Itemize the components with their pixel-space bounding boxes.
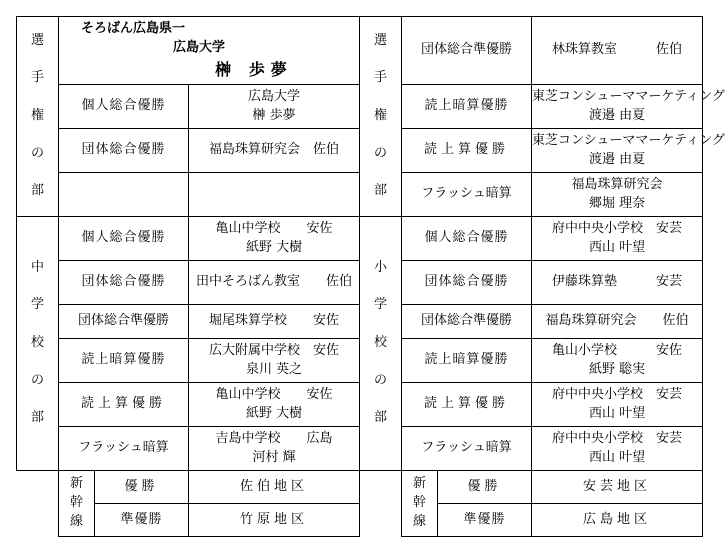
right-results-table xyxy=(359,16,725,537)
result-cell: 府中中央小学校 安芸 西山 叶望 xyxy=(532,383,703,427)
category-cell: 団体総合優勝 xyxy=(402,261,532,305)
shinkansen-label: 新 幹 線 xyxy=(59,471,95,537)
category-cell: 団体総合準優勝 xyxy=(59,305,189,339)
category-cell: フラッシュ暗算 xyxy=(59,427,189,471)
result-cell: 竹原地区 xyxy=(189,504,360,537)
senshuken-section-label: 選 手 権 の 部 xyxy=(17,17,59,217)
result-cell: 府中中央小学校 安芸 西山 叶望 xyxy=(532,427,703,471)
result-cell: 広島大学 榊 歩夢 xyxy=(189,85,360,129)
category-cell: 団体総合準優勝 xyxy=(402,17,532,85)
shogakko-section-label: 小 学 校 の 部 xyxy=(360,217,402,471)
category-cell: 団体総合優勝 xyxy=(59,261,189,305)
category-cell: 読上暗算優勝 xyxy=(59,339,189,383)
chugakko-section-label: 中 学 校 の 部 xyxy=(17,217,59,471)
empty-cell xyxy=(189,173,360,217)
result-cell: 亀山中学校 安佐 紙野 大樹 xyxy=(189,217,360,261)
result-cell: 亀山中学校 安佐 紙野 大樹 xyxy=(189,383,360,427)
result-cell: 福島珠算研究会 郷堀 理奈 xyxy=(532,173,703,217)
result-cell: 安芸地区 xyxy=(532,471,703,504)
result-cell: 府中中央小学校 安芸 西山 叶望 xyxy=(532,217,703,261)
result-cell: 佐伯地区 xyxy=(189,471,360,504)
category-cell: フラッシュ暗算 xyxy=(402,427,532,471)
result-cell: 堀尾珠算学校 安佐 xyxy=(189,305,360,339)
category-cell: 準優勝 xyxy=(438,504,532,537)
category-cell: 個人総合優勝 xyxy=(59,85,189,129)
result-cell: 広大附属中学校 安佐 泉川 英之 xyxy=(189,339,360,383)
result-cell: 福島珠算研究会 佐伯 xyxy=(532,305,703,339)
result-cell: 東芝コンシューママーケティング 渡邉 由夏 xyxy=(532,85,703,129)
result-cell: 林珠算教室 佐伯 xyxy=(532,17,703,85)
result-cell: 広島地区 xyxy=(532,504,703,537)
category-cell: 団体総合準優勝 xyxy=(402,305,532,339)
category-cell: 読上算優勝 xyxy=(402,129,532,173)
category-cell: 読上暗算優勝 xyxy=(402,339,532,383)
category-cell: 読上算優勝 xyxy=(59,383,189,427)
result-cell: 東芝コンシューママーケティング 渡邉 由夏 xyxy=(532,129,703,173)
blank-corner xyxy=(17,471,59,537)
category-cell: 読上算優勝 xyxy=(402,383,532,427)
result-cell: 吉島中学校 広島 河村 輝 xyxy=(189,427,360,471)
result-cell: 亀山小学校 安佐 紙野 聡実 xyxy=(532,339,703,383)
senshuken-section-label: 選 手 権 の 部 xyxy=(360,17,402,217)
result-cell: 田中そろばん教室 佐伯 xyxy=(189,261,360,305)
result-cell: 伊藤珠算塾 安芸 xyxy=(532,261,703,305)
category-cell: 優勝 xyxy=(438,471,532,504)
shinkansen-label: 新 幹 線 xyxy=(402,471,438,537)
empty-cell xyxy=(59,173,189,217)
category-cell: 準優勝 xyxy=(95,504,189,537)
left-results-table xyxy=(16,16,360,537)
category-cell: 優勝 xyxy=(95,471,189,504)
result-cell: 福島珠算研究会 佐伯 xyxy=(189,129,360,173)
category-cell: 個人総合優勝 xyxy=(59,217,189,261)
blank-corner xyxy=(360,471,402,537)
category-cell: 読上暗算優勝 xyxy=(402,85,532,129)
category-cell: フラッシュ暗算 xyxy=(402,173,532,217)
prefecture-champion-cell: そろばん広島県一 広島大学 榊 歩夢 xyxy=(59,17,360,85)
category-cell: 団体総合優勝 xyxy=(59,129,189,173)
category-cell: 個人総合優勝 xyxy=(402,217,532,261)
